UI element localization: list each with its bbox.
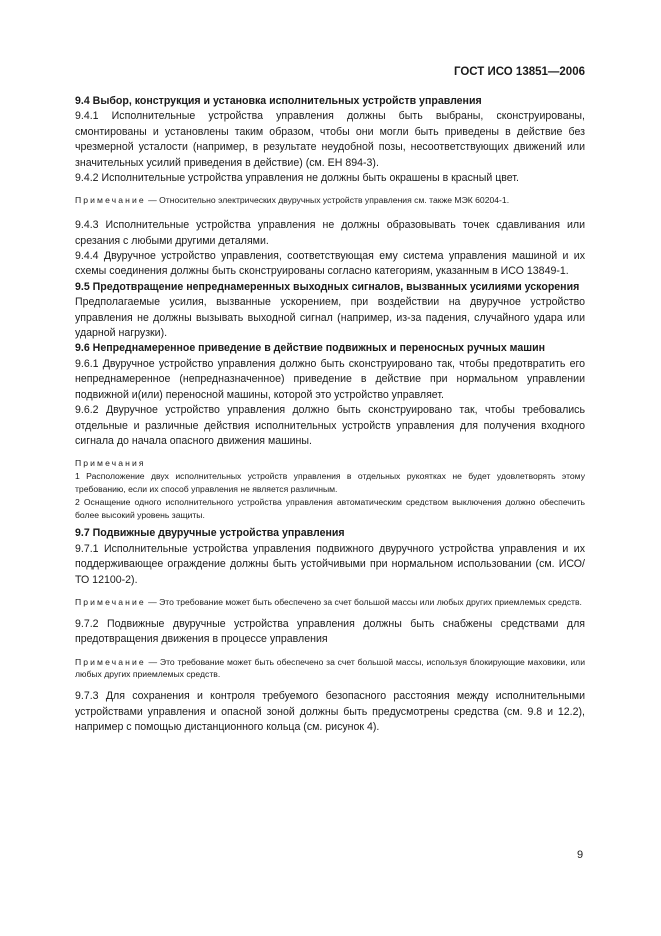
note-item: 2 Оснащение одного исполнительного устройства управления автоматическим средством выключения должно обеспечить более высокий уровень защиты. xyxy=(75,496,585,520)
paragraph: 9.4.1 Исполнительные устройства управления должны быть выбраны, сконструированы, смонтированы и установлены таким образом, чтобы они могли быть приведены в действие без чрезмерной усталости (например, в результате неудобной позы, несоответствующих движений или значительных усилий приведения в действие) (см. ЕН 894-3). xyxy=(75,110,585,169)
document-body xyxy=(75,94,585,735)
note-text: — Это требование может быть обеспечено за счет большой массы или любых других приемлемых средств. xyxy=(145,596,582,607)
note-text: — Относительно электрических двуручных устройств управления см. также МЭК 60204-1. xyxy=(145,195,510,206)
note-label: Примечание xyxy=(75,596,146,607)
paragraph: 9.4.2 Исполнительные устройства управления не должны быть окрашены в красный цвет. xyxy=(75,172,519,185)
note-text: — Это требование может быть обеспечено за счет большой массы, используя блокирующие маховики, или любых других приемлемых средств. xyxy=(75,656,585,680)
note-item: 1 Расположение двух исполнительных устройств управления в отдельных рукоятках не будет удовлетворять этому требованию, если их способ управления не является различным. xyxy=(75,471,585,494)
paragraph: 9.4.4 Двуручное устройство управления, соответствующая ему система управления машиной и их схемы соединения должны быть сконструированы согласно категориям, указанным в ИСО 13849-1. xyxy=(75,250,585,278)
paragraph: 9.7.3 Для сохранения и контроля требуемого безопасного расстояния между исполнительными устройствами управления и опасной зоной должны быть предусмотрены средства (см. 9.8 и 12.2), например с помощью дистанционного кольца (см. рисунок 4). xyxy=(75,690,585,733)
page-number: 9 xyxy=(577,849,584,861)
note xyxy=(75,194,585,207)
section-heading: 9.7 Подвижные двуручные устройства управления xyxy=(75,527,345,540)
paragraph: 9.6.2 Двуручное устройство управления должно быть сконструировано так, чтобы требовались отдельные и различные действия исполнительных устройств управления для получения входного сигнала до начала опасного движения машины. xyxy=(75,404,585,447)
paragraph: 9.7.1 Исполнительные устройства управления подвижного двуручного устройства управления и их поддерживающее ограждение должны быть устойчивыми при нормальном использовании (см. ИСО/ТО 12100-2). xyxy=(75,542,585,586)
note xyxy=(75,596,585,609)
paragraph: 9.7.2 Подвижные двуручные устройства управления должны быть снабжены средствами для предотвращения движения в процессе управления xyxy=(75,617,585,646)
section-heading: 9.5 Предотвращение непреднамеренных выходных сигналов, вызванных усилиями ускорения xyxy=(75,280,580,293)
paragraph: 9.4.3 Исполнительные устройства управления не должны образовывать точек сдавливания или срезания с любыми другими деталями. xyxy=(75,219,585,247)
section-heading: 9.4 Выбор, конструкция и установка исполнительных устройств управления xyxy=(75,95,482,107)
note xyxy=(75,656,585,682)
section-heading: 9.6 Непреднамеренное приведение в действие подвижных и переносных ручных машин xyxy=(75,342,545,355)
paragraph: 9.6.1 Двуручное устройство управления должно быть сконструировано так, чтобы предотвратить его непреднамеренное (непредназначенное) приведение в действие при нормальном управлении подвижной и(или) переносной машины, которой это устройство управляет. xyxy=(75,357,585,401)
notes-title: Примечания xyxy=(75,458,146,469)
note-label: Примечание xyxy=(75,656,146,667)
document-header: ГОСТ ИСО 13851—2006 xyxy=(453,66,585,78)
note-label: Примечание xyxy=(75,195,146,206)
paragraph: Предполагаемые усилия, вызванные ускорением, при воздействии на двуручное устройство управления не должны вызывать выходной сигнал (например, из-за падения, случайного удара или ударной нагрузки). xyxy=(75,296,585,340)
